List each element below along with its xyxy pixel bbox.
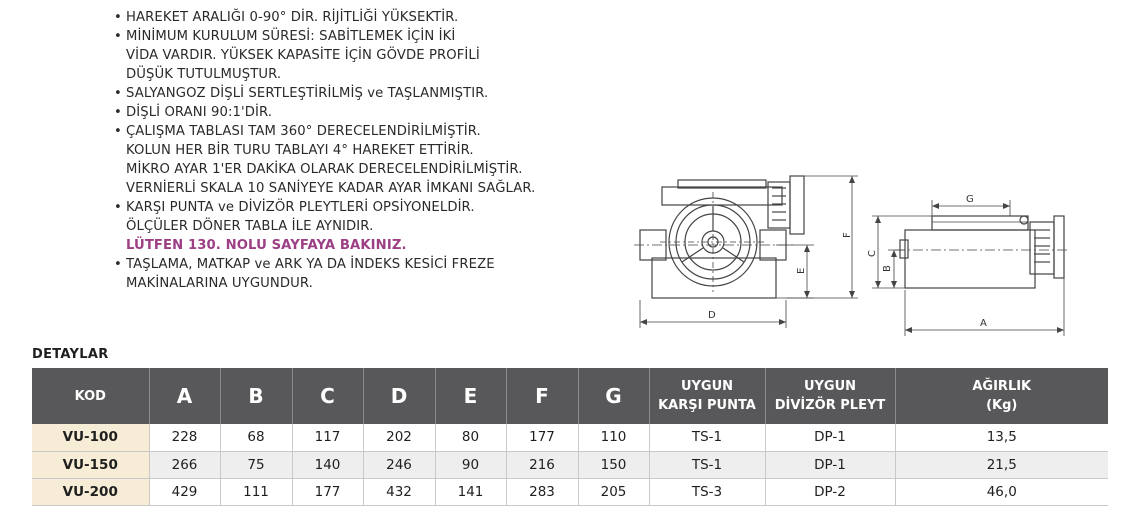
feature-item <box>112 8 632 27</box>
column-header-text: UYGUN <box>680 379 734 394</box>
table-cell: 111 <box>220 478 292 505</box>
table-cell: DP-1 <box>765 424 895 451</box>
table-cell: 75 <box>220 451 292 478</box>
column-header <box>292 368 363 424</box>
table-cell: 90 <box>435 451 506 478</box>
column-header-text: E <box>463 384 478 408</box>
dim-label-c: C <box>867 250 878 257</box>
table-cell: 429 <box>149 478 220 505</box>
table-cell: 283 <box>506 478 578 505</box>
table-cell: 117 <box>292 424 363 451</box>
table-cell: 216 <box>506 451 578 478</box>
feature-line: • SALYANGOZ DİŞLİ SERTLEŞTİRİLMİŞ ve TAŞLANMIŞTIR. <box>126 86 489 101</box>
table-cell: TS-1 <box>649 424 765 451</box>
column-header-text: F <box>535 384 549 408</box>
table-cell: DP-2 <box>765 478 895 505</box>
column-header-text: (Kg) <box>986 398 1018 413</box>
column-header-text: AĞIRLIK <box>972 379 1032 394</box>
feature-line: MİKRO AYAR 1'ER DAKİKA OLARAK DERECELENDİRİLMİŞTİR. <box>126 162 523 177</box>
dim-label-f: F <box>842 232 853 238</box>
table-cell: 46,0 <box>895 478 1108 505</box>
dim-label-b: B <box>882 265 893 272</box>
table-row <box>32 478 1108 505</box>
column-header <box>506 368 578 424</box>
feature-line: • TAŞLAMA, MATKAP ve ARK YA DA İNDEKS KESİCİ FREZE <box>126 257 495 272</box>
column-header <box>578 368 649 424</box>
technical-drawing <box>600 160 1110 350</box>
dim-label-g: G <box>966 194 974 205</box>
column-header-text: B <box>248 384 264 408</box>
table-cell: TS-1 <box>649 451 765 478</box>
table-cell: 68 <box>220 424 292 451</box>
feature-line: DÜŞÜK TUTULMUŞTUR. <box>126 67 282 82</box>
feature-line: KOLUN HER BİR TURU TABLAYI 4° HAREKET ETTİRİR. <box>126 143 474 158</box>
table-cell: 140 <box>292 451 363 478</box>
table-cell: 205 <box>578 478 649 505</box>
model-code-cell: VU-200 <box>32 478 149 505</box>
feature-line: • MİNİMUM KURULUM SÜRESİ: SABİTLEMEK İÇİN İKİ <box>126 29 456 44</box>
side-view <box>872 200 1070 336</box>
table-cell: 141 <box>435 478 506 505</box>
column-header <box>149 368 220 424</box>
column-header-text: D <box>390 384 408 408</box>
column-header <box>435 368 506 424</box>
table-body <box>32 424 1108 505</box>
table-cell: 266 <box>149 451 220 478</box>
table-cell: TS-3 <box>649 478 765 505</box>
table-cell: 150 <box>578 451 649 478</box>
dim-label-e: E <box>796 267 807 274</box>
table-cell: 246 <box>363 451 435 478</box>
feature-item <box>112 122 632 198</box>
feature-item <box>112 84 632 103</box>
table-row <box>32 424 1108 451</box>
column-header <box>895 368 1108 424</box>
feature-item <box>112 27 632 84</box>
dim-label-d: D <box>708 310 716 321</box>
feature-line: • ÇALIŞMA TABLASI TAM 360° DERECELENDİRİLMİŞTİR. <box>126 124 481 139</box>
table-cell: 80 <box>435 424 506 451</box>
column-header-text: G <box>605 384 622 408</box>
model-code-cell: VU-100 <box>32 424 149 451</box>
front-view <box>634 176 858 328</box>
column-header-text: C <box>320 384 335 408</box>
dim-label-a: A <box>980 318 987 329</box>
table-cell: 13,5 <box>895 424 1108 451</box>
column-header <box>32 368 149 424</box>
column-header <box>649 368 765 424</box>
table-cell: 21,5 <box>895 451 1108 478</box>
feature-line: • KARŞI PUNTA ve DİVİZÖR PLEYTLERİ OPSİYONELDİR. <box>126 200 475 215</box>
feature-list <box>112 8 632 293</box>
table-cell: 177 <box>292 478 363 505</box>
table-cell: 432 <box>363 478 435 505</box>
feature-line: • HAREKET ARALIĞI 0-90° DİR. RİJİTLİĞİ YÜKSEKTİR. <box>126 10 459 25</box>
table-header-row <box>32 368 1108 424</box>
feature-item <box>112 103 632 122</box>
column-header <box>363 368 435 424</box>
table-cell: 177 <box>506 424 578 451</box>
column-header <box>765 368 895 424</box>
table-cell: 110 <box>578 424 649 451</box>
column-header-text: KARŞI PUNTA <box>658 398 756 413</box>
column-header-text: DİVİZÖR PLEYT <box>774 398 886 413</box>
table-cell: DP-1 <box>765 451 895 478</box>
column-header-text: KOD <box>74 388 106 404</box>
feature-line: • DİŞLİ ORANI 90:1'DİR. <box>126 105 273 120</box>
column-header-text: UYGUN <box>803 379 857 394</box>
section-title: DETAYLAR <box>32 347 109 362</box>
feature-item <box>112 198 632 255</box>
column-header-text: A <box>176 384 193 408</box>
table-row <box>32 451 1108 478</box>
feature-line: ÖLÇÜLER DÖNER TABLA İLE AYNIDIR. <box>126 219 374 234</box>
feature-line: VİDA VARDIR. YÜKSEK KAPASİTE İÇİN GÖVDE PROFİLİ <box>126 48 480 63</box>
column-header <box>220 368 292 424</box>
model-code-cell: VU-150 <box>32 451 149 478</box>
table-cell: 202 <box>363 424 435 451</box>
feature-item <box>112 255 632 293</box>
feature-line: VERNİERLİ SKALA 10 SANİYEYE KADAR AYAR İMKANI SAĞLAR. <box>126 181 536 196</box>
page-reference-link[interactable]: LÜTFEN 130. NOLU SAYFAYA BAKINIZ. <box>126 238 407 253</box>
spec-table <box>32 368 1108 506</box>
table-cell: 228 <box>149 424 220 451</box>
feature-line: MAKİNALARINA UYGUNDUR. <box>126 276 313 291</box>
